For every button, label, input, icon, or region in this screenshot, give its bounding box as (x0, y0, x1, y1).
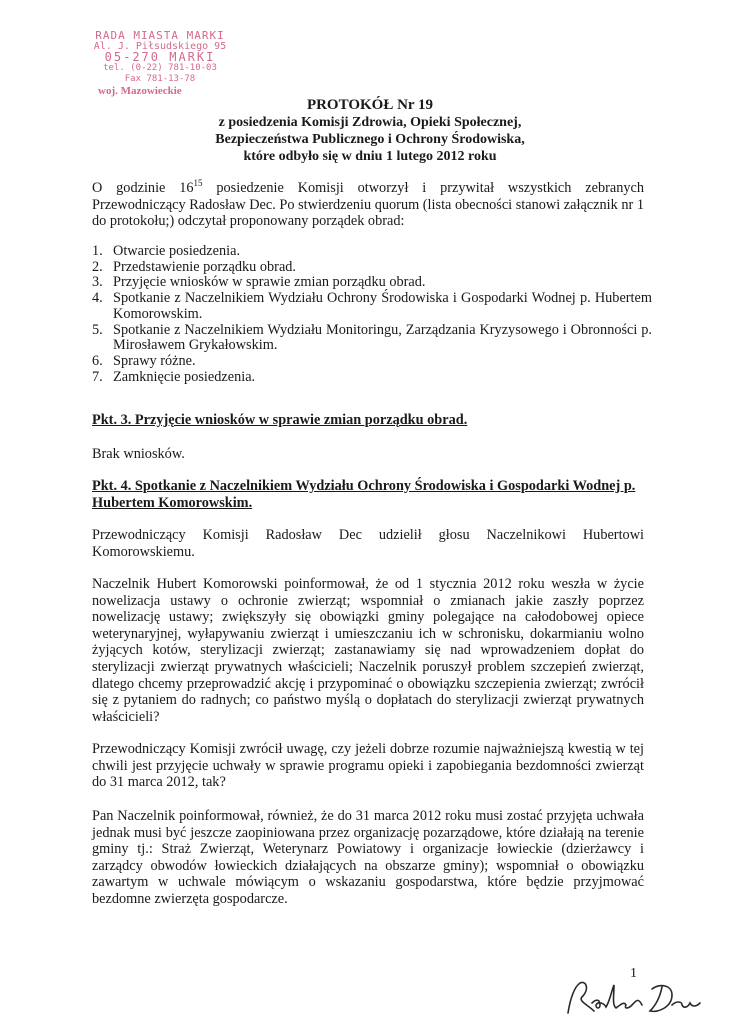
agenda-number: 2. (92, 258, 103, 275)
intro-after-time: posiedzenie Komisji otworzył i przywitał wszystkich zebranych Przewodniczący Radosław Dec. Po stwierdzeniu quorum (lista obecności stanowi załącznik nr 1 do protokołu;) odczytał proponowany porządek obrad: (92, 180, 644, 230)
list-item (92, 354, 652, 370)
pkt4-heading: Pkt. 4. Spotkanie z Naczelnikiem Wydziału Ochrony Środowiska i Gospodarki Wodnej p. Hubertem Komorowskim. (92, 478, 636, 511)
list-item (92, 370, 652, 386)
page-title: PROTOKÓŁ Nr 19 (306, 97, 434, 113)
pkt3-text: Brak wniosków. (92, 446, 185, 462)
agenda-number: 6. (92, 352, 103, 369)
stamp-line-6: woj. Mazowieckie (98, 85, 182, 97)
agenda-text: Otwarcie posiedzenia. (113, 243, 241, 259)
stamp-line-1: RADA MIASTA MARKI (95, 29, 225, 42)
intro-paragraph (92, 180, 644, 230)
header-line-4: które odbyło się w dniu 1 lutego 2012 roku (243, 149, 497, 164)
list-item (92, 291, 652, 322)
handwritten-signature (560, 975, 710, 1020)
pkt4-paragraph-1: Przewodniczący Komisji Radosław Dec udzielił głosu Naczelnikowi Hubertowi Komorowskiemu. (92, 527, 644, 560)
page-number: 1 (630, 966, 637, 981)
protocol-header (190, 97, 550, 165)
agenda-number: 7. (92, 368, 103, 385)
agenda-text: Spotkanie z Naczelnikiem Wydziału Monitoringu, Zarządzania Kryzysowego i Obronności p. Mirosławem Grykałowskim. (113, 321, 652, 354)
agenda-text: Zamknięcie posiedzenia. (113, 368, 256, 385)
list-item (92, 323, 652, 354)
stamp-line-4: tel. (0-22) 781-10-03 (103, 63, 217, 73)
header-line-3: Bezpieczeństwa Publicznego i Ochrony Środowiska, (215, 132, 525, 147)
agenda-list (92, 244, 652, 385)
list-item (92, 275, 652, 291)
header-line-2: z posiedzenia Komisji Zdrowia, Opieki Społecznej, (218, 115, 522, 130)
stamp-line-5: Fax 781-13-78 (124, 74, 196, 84)
agenda-text: Przedstawienie porządku obrad. (113, 258, 297, 275)
pkt4-paragraph-2: Naczelnik Hubert Komorowski poinformował, że od 1 stycznia 2012 roku weszła w życie nowelizacja ustawy o ochronie zwierząt; wspomniał o zmianach jakie zaszły poprzez nowelizację ustawy; zwiększyły się obowiązki gminy polegające na całodobowej opiece weterynaryjnej, wyłapywaniu zwierząt i umieszczaniu ich w schronisku, dokarmianiu wolno żyjących kotów, sterylizacji zwierząt; zastanawiamy się nad wprowadzeniem dopłat do sterylizacji zwierząt prywatnych właścicieli; Naczelnik poruszył problem szczepień zwierząt, dlatego chcemy przeprowadzić akcję i przypominać o obowiązku szczepienia zwierząt; zwrócił się z pytaniem do radnych; co państwo myślą o dopłatach do sterylizacji zwierząt prywatnych właścicieli? (92, 576, 644, 725)
stamp-line-3: 05-270 MARKI (104, 50, 216, 64)
list-item (92, 244, 652, 260)
agenda-number: 4. (92, 290, 103, 307)
list-item (92, 260, 652, 276)
agenda-text: Spotkanie z Naczelnikiem Wydziału Ochrony Środowiska i Gospodarki Wodnej p. Hubertem Komorowskim. (113, 290, 652, 322)
pkt4-paragraph-4: Pan Naczelnik poinformował, również, że do 31 marca 2012 roku musi zostać przyjęta uchwała jednak musi być jeszcze zaopiniowana przez organizację pozarządowe, które działają na terenie gminy tj.: Straż Zwierząt, Weterynarz Powiatowy i organizacje łowieckie (dzierżawcy i zarządcy obwodów łowieckich działających na obszarze gminy); wspomniał o obowiązku zawartym w uchwale mówiącym o wskazaniu gospodarstwa, które będzie przyjmować bezdomne zwierzęta gospodarcze. (92, 808, 644, 907)
agenda-number: 3. (92, 274, 103, 291)
intro-time-superscript: 15 (193, 178, 203, 189)
agenda-number: 5. (92, 321, 103, 338)
pkt3-heading: Pkt. 3. Przyjęcie wniosków w sprawie zmian porządku obrad. (92, 412, 468, 428)
council-stamp (80, 30, 240, 97)
agenda-text: Sprawy różne. (113, 352, 196, 369)
agenda-text: Przyjęcie wniosków w sprawie zmian porządku obrad. (113, 274, 426, 291)
pkt4-paragraph-3: Przewodniczący Komisji zwrócił uwagę, czy jeżeli dobrze rozumie najważniejszą kwestią w tej chwili jest przyjęcie uchwały w sprawie programu opieki i zapobiegania bezdomności zwierząt do 31 marca 2012, tak? (92, 741, 644, 791)
stamp-line-2: Al. J. Piłsudskiego 95 (93, 41, 227, 52)
intro-before-time: O godzinie 16 (92, 180, 194, 196)
agenda-number: 1. (92, 243, 103, 259)
